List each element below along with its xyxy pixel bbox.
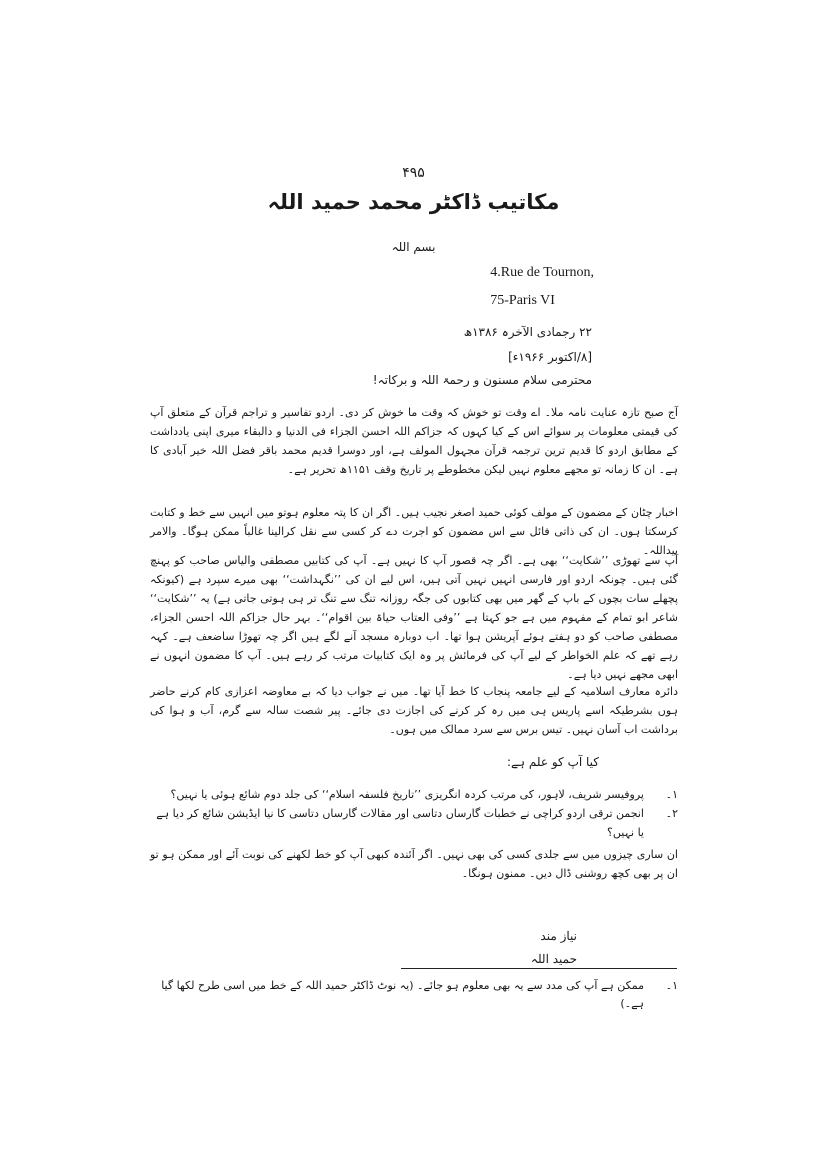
question-number: ۲۔: [665, 807, 678, 820]
body-paragraph-1: آج صبح تازہ عنایت نامہ ملا۔ اے وقت تو خوش کہ وقت ما خوش کر دی۔ اردو تفاسیر و تراجم قرآن کے متعلق آپ کی قیمتی معلومات پر سوائے اس کے کیا کہوں کہ جزاکم اللہ احسن الجزاء فی الدنیا و دالبقاء میری اپنی یادداشت کے مطابق اردو کا قدیم ترین ترجمہ قرآن مجہول المولف ہے، اور دوسرا قدیم محمد باقر فضل اللہ خیر آبادی کا ہے۔ ان کا زمانہ تو مجھے معلوم نہیں لیکن مخطوطے پر تاریخ وقف ۱۱۵۱ھ تحریر ہے۔: [150, 406, 678, 476]
question-list: [150, 785, 678, 842]
footnote-number: ۱۔: [665, 979, 678, 992]
footnote: [150, 977, 678, 1013]
page-title: مکاتیب ڈاکٹر محمد حمید اللہ: [267, 190, 560, 214]
address-line-2: 75-Paris VI: [490, 293, 555, 308]
salutation: محترمی سلام مسنون و رحمۃ اللہ و برکاتہ!: [372, 373, 592, 387]
hijri-date: ۲۲ رجمادی الآخرہ ۱۳۸۶ھ: [463, 325, 592, 339]
footnote-divider: [401, 968, 677, 969]
footnote-text: ممکن ہے آپ کی مدد سے یہ بھی معلوم ہو جائے۔ (یہ نوٹ ڈاکٹر حمید اللہ کے خط میں اسی طرح لکھا گیا ہے۔): [161, 979, 644, 1010]
sender-address: [490, 259, 594, 315]
question-text: انجمن ترقی اردو کراچی نے خطبات گارساں دتاسی اور مقالات گارساں دتاسی کا نیا ایڈیشن شائع کر دیا ہے یا نہیں؟: [156, 807, 644, 839]
bismillah: بسم اللہ: [391, 240, 436, 254]
closing-signature: [531, 925, 577, 971]
question-number: ۱۔: [665, 788, 678, 801]
body-paragraph-2: اخبار چٹان کے مضمون کے مولف کوئی حمید اصغر نجیب ہیں۔ اگر ان کا پتہ معلوم ہوتو میں انہیں سے خط و کتابت کرسکتا ہوں۔ ان کی ذاتی فائل سے اس مضمون کو اجرت دے کر کسی سے نقل کرالینا غالباً ممکن ہوگا۔ والامر بیداللہ۔: [150, 506, 678, 557]
closing-line: نیاز مند: [540, 929, 577, 943]
body-paragraph-3: آپ سے تھوڑی ’’شکایت‘‘ بھی ہے۔ اگر چہ قصور آپ کا نہیں ہے۔ آپ کی کتابیں مصطفی والیاس صاحب کو پہنچ گئی ہیں۔ چونکہ اردو اور فارسی انہیں نہیں آتی ہیں، اس لیے ان کی ’’نگہداشت‘‘ بھی میرے سپرد ہے (کیونکہ پچھلے سات بچوں کے باپ کے گھر میں بھی کتابوں کی جگہ روزانہ تنگ سے تنگ تر ہی ہوتی جاتی ہے) یہ ’’شکایت‘‘ شاعر ابو تمام کے مفہوم میں ہے جو کہتا ہے ’’وفی العتاب حیاۃ بین اقوام‘‘۔ بہر حال جزاکم اللہ احسن الجزاء، مصطفی صاحب کو دو ہفتے ہوئے آپریشن ہوا تھا۔ اب دوبارہ مسجد آنے لگے ہیں اگر چہ تھوڑا ساضعف ہے۔ کہہ رہے تھے کہ علم الخواطر کے لیے آپ کی فرمائش پر وہ ایک کتابیات مرتب کر رہے ہیں۔ آپ کا مضمون انہوں نے ابھی مجھے نہیں دیا ہے۔: [150, 554, 678, 681]
gregorian-date: [۸/اکتوبر ۱۹۶۶ء]: [508, 350, 592, 364]
address-line-1: 4.Rue de Tournon,: [490, 265, 594, 280]
body-paragraph-4: دائرہ معارف اسلامیہ کے لیے جامعہ پنجاب کا خط آیا تھا۔ میں نے جواب دیا کہ بے معاوضہ اعزازی کام کرنے حاضر ہوں بشرطیکہ اسے پاریس ہی میں رہ کر کرنے کی اجازت دی جائے۔ پیر شصت سالہ سے گرم، آب و ہوا کی برداشت اب آسان نہیں۔ تیس برس سے سرد ممالک میں ہوں۔: [150, 685, 678, 736]
question-text: پروفیسر شریف، لاہور، کی مرتب کردہ انگریزی ’’تاریخ فلسفہ اسلام‘‘ کی جلد دوم شائع ہوئی یا نہیں؟: [170, 788, 644, 801]
page-number: ۴۹۵: [402, 165, 425, 181]
question-item: [150, 785, 678, 804]
signature-name: حمید اللہ: [530, 952, 577, 966]
question-intro: کیا آپ کو علم ہے:: [506, 755, 599, 769]
question-item: [150, 804, 678, 842]
body-paragraph-5: ان ساری چیزوں میں سے جلدی کسی کی بھی نہیں۔ اگر آئندہ کبھی آپ کو خط لکھنے کی نوبت آئے اور ممکن ہو تو ان پر بھی کچھ روشنی ڈال دیں۔ ممنون ہونگا۔: [150, 848, 678, 880]
